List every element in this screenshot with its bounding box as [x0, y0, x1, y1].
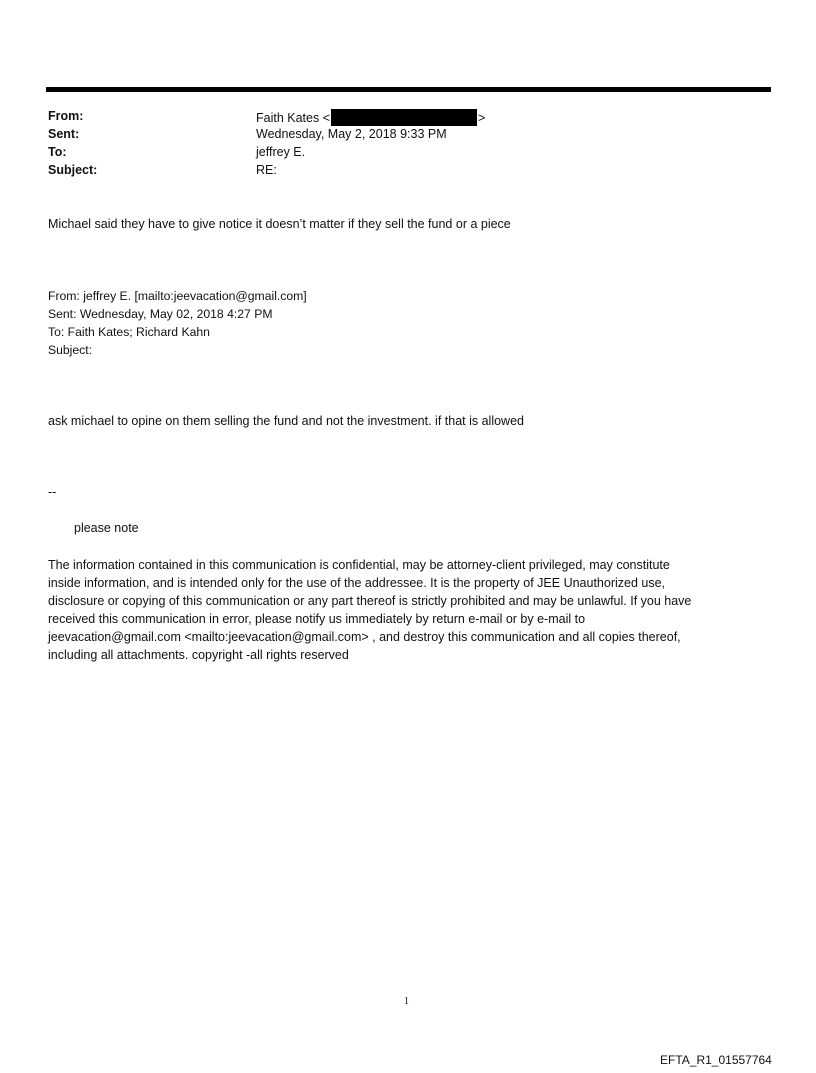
redaction-box: [331, 109, 477, 126]
disclaimer-line: including all attachments. copyright -all rights reserved: [48, 648, 349, 662]
document-id: EFTA_R1_01557764: [660, 1053, 772, 1067]
sent-value: Wednesday, May 2, 2018 9:33 PM: [256, 127, 447, 141]
from-value: [256, 109, 485, 126]
quoted-sent: Sent: Wednesday, May 02, 2018 4:27 PM: [48, 307, 273, 321]
disclaimer-line: disclosure or copying of this communication or any part thereof is strictly prohibited and may be unlawful. If you have: [48, 594, 692, 608]
disclaimer-line: received this communication in error, please notify us immediately by return e-mail or by e-mail to: [48, 612, 586, 626]
signature-note: please note: [74, 521, 139, 535]
to-value: jeffrey E.: [256, 145, 306, 159]
quoted-to: To: Faith Kates; Richard Kahn: [48, 325, 210, 339]
confidentiality-disclaimer: [48, 556, 768, 664]
reply-text: Michael said they have to give notice it doesn’t matter if they sell the fund or a piece: [48, 217, 511, 231]
quoted-subject: Subject:: [48, 343, 93, 357]
page-number: 1: [404, 996, 409, 1007]
disclaimer-line: The information contained in this communication is confidential, may be attorney-client privileged, may constitute: [48, 558, 670, 572]
from-name: Faith Kates <: [256, 111, 330, 125]
header-rule: [46, 87, 771, 92]
from-close: >: [478, 111, 486, 125]
quoted-body: ask michael to opine on them selling the fund and not the investment. if that is allowed: [48, 414, 524, 428]
to-label: To:: [48, 145, 67, 159]
quoted-from: From: jeffrey E. [mailto:jeevacation@gmail.com]: [48, 289, 307, 303]
subject-label: Subject:: [48, 163, 98, 177]
disclaimer-line: jeevacation@gmail.com <mailto:jeevacation@gmail.com> , and destroy this communication and all copies thereof,: [48, 630, 681, 644]
subject-value: RE:: [256, 163, 277, 177]
signature-separator: --: [48, 485, 57, 499]
from-label: From:: [48, 109, 84, 123]
disclaimer-line: inside information, and is intended only for the use of the addressee. It is the property of JEE Unauthorized use,: [48, 576, 666, 590]
sent-label: Sent:: [48, 127, 80, 141]
